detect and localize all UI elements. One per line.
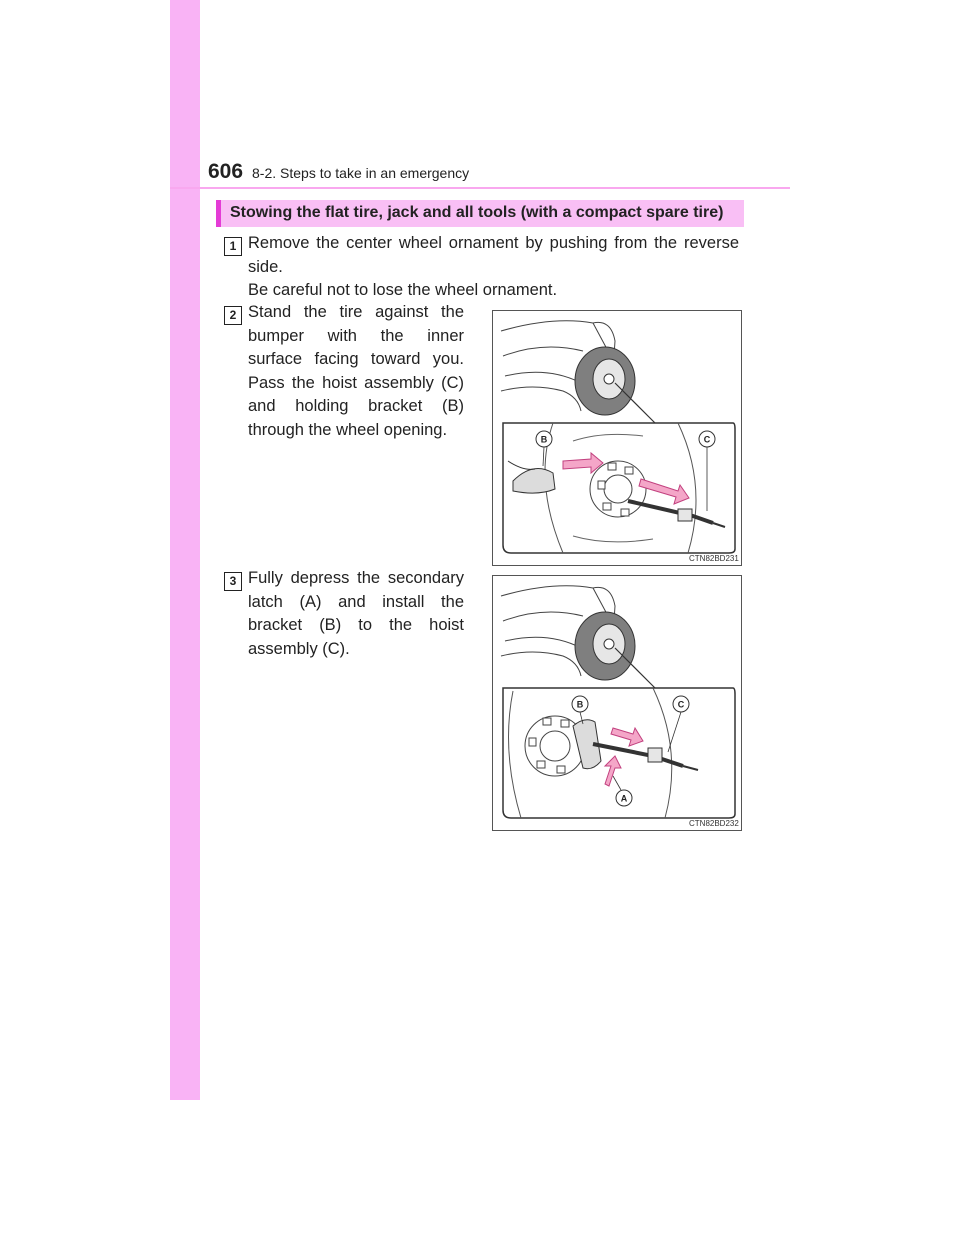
step-1-text: Remove the center wheel ornament by pushing from the reverse side. — [248, 234, 739, 276]
callout-c: C — [677, 699, 685, 710]
callout-b: B — [576, 699, 584, 710]
procedure-heading — [216, 200, 744, 227]
tire-hoist-pass-through-drawing — [493, 311, 741, 565]
section-title: 8-2. Steps to take in an emergency — [252, 165, 470, 181]
step-2-text: Stand the tire against the bumper with the inner surface facing toward you. Pass the hoist assembly (C) and holding bracket (B) through the wheel opening. — [248, 303, 464, 439]
step-2-illustration — [492, 310, 742, 566]
side-tab-band — [170, 0, 200, 1100]
heading-accent — [216, 200, 221, 227]
header-rule — [170, 187, 790, 189]
figure-code: CTN82BD231 — [689, 554, 739, 563]
callout-b: B — [540, 434, 548, 445]
callout-a: A — [620, 793, 628, 804]
step-3-illustration — [492, 575, 742, 831]
bracket-install-drawing — [493, 576, 741, 830]
step-1-note: Be careful not to lose the wheel ornament. — [248, 281, 558, 299]
figure-code: CTN82BD232 — [689, 819, 739, 828]
callout-c: C — [703, 434, 711, 445]
page-number: 606 — [208, 160, 244, 183]
step-3-text: Fully depress the secondary latch (A) and install the bracket (B) to the hoist assembly (C). — [248, 569, 464, 658]
step-number-2: 2 — [224, 306, 242, 325]
step-number-1: 1 — [224, 237, 242, 256]
procedure-heading-label: Stowing the flat tire, jack and all tools (with a compact spare tire) — [230, 204, 724, 221]
step-number-3: 3 — [224, 572, 242, 591]
